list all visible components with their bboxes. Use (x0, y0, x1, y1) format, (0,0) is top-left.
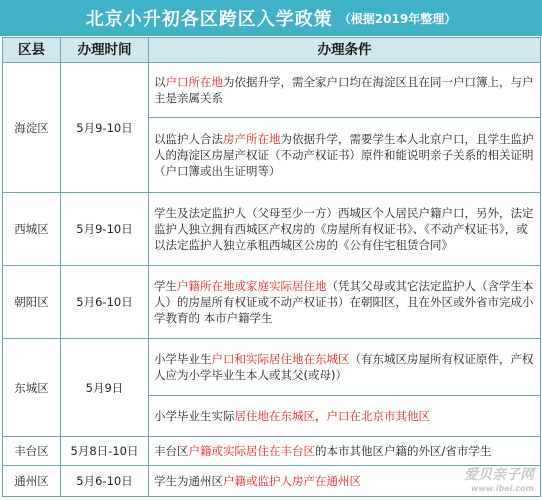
header-time: 办理时间 (61, 38, 149, 63)
highlight-text: 户口在北京市其他区 (326, 409, 430, 423)
policy-table (2, 37, 541, 497)
district-cell: 朝阳区 (3, 266, 61, 339)
highlight-text: 户口所在地 (165, 75, 223, 89)
time-cell: 5月9日 (61, 339, 149, 437)
highlight-text: 户籍所在地或家庭实际居住地 (177, 279, 327, 293)
district-cell: 海淀区 (3, 63, 61, 193)
header-row (3, 38, 541, 63)
watermark (464, 468, 534, 496)
time-cell: 5月9-10日 (61, 193, 149, 266)
table-row (3, 193, 541, 266)
highlight-text: 户籍或实际居住在丰台区 (188, 444, 315, 458)
highlight-text: 户籍或监护人房产在通州区 (223, 474, 361, 488)
district-cell: 东城区 (3, 339, 61, 437)
condition-cell: 学生户籍所在地或家庭实际居住地（凭其父母或其它法定监护人（含学生本人）的房屋所有权证或不动产权证书）在朝阳区，且在外区或外省市完成小学教育的 本市户籍学生 (149, 266, 541, 339)
highlight-text: 房产所在地 (223, 132, 281, 146)
table-row (3, 339, 541, 396)
header-district: 区县 (3, 38, 61, 63)
condition-cell: 学生及法定监护人（父母至少一方）西城区个人居民户籍户口，另外，法定监护人独立拥有西城区产权房的《房屋所有权证书》、《不动产权证书》，或以法定监护人独立承租西城区公房的《公有住宅租赁合同》 (149, 193, 541, 266)
table-row (3, 63, 541, 118)
condition-cell: 小学毕业生实际居住地在东城区，户口在北京市其他区 (149, 396, 541, 437)
header-conditions: 办理条件 (149, 38, 541, 63)
condition-cell: 以监护人合法房产所在地为依据升学，需要学生本人北京户口，且学生监护人的海淀区房屋产权证（不动产权证书）原件和能说明亲子关系的相关证明（户口簿或出生证明等） (149, 118, 541, 193)
table-row (3, 466, 541, 497)
page-title: 北京小升初各区跨区入学政策 (85, 9, 333, 30)
highlight-text: 户口和实际居住地在东城区 (211, 352, 350, 366)
table-row (3, 437, 541, 466)
condition-cell: 小学毕业生户口和实际居住地在东城区（有东城区房屋所有权证原件，产权人应为小学毕业生本人或其父(或母)） (149, 339, 541, 396)
time-cell: 5月8日-10日 (61, 437, 149, 466)
watermark-logo-text: 爱贝亲子网 (464, 467, 534, 483)
title-banner (0, 0, 542, 36)
table-row (3, 266, 541, 339)
time-cell: 5月6-10日 (61, 266, 149, 339)
time-cell: 5月9-10日 (61, 63, 149, 193)
highlight-text: 居住地在东城区 (234, 409, 315, 423)
condition-cell: 以户口所在地为依据升学，需全家户口均在海淀区且在同一户口簿上，与户主是亲属关系 (149, 63, 541, 118)
district-cell: 通州区 (3, 466, 61, 497)
condition-cell: 丰台区户籍或实际居住在丰台区的本市其他区户籍的外区/省市学生 (149, 437, 541, 466)
page-subtitle: （根据2019年整理） (338, 11, 457, 26)
district-cell: 西城区 (3, 193, 61, 266)
district-cell: 丰台区 (3, 437, 61, 466)
watermark-url: www.ibei.com (471, 484, 534, 493)
time-cell: 5月6-10日 (61, 466, 149, 497)
condition-cell: 学生为通州区户籍或监护人房产在通州区 (149, 466, 541, 497)
